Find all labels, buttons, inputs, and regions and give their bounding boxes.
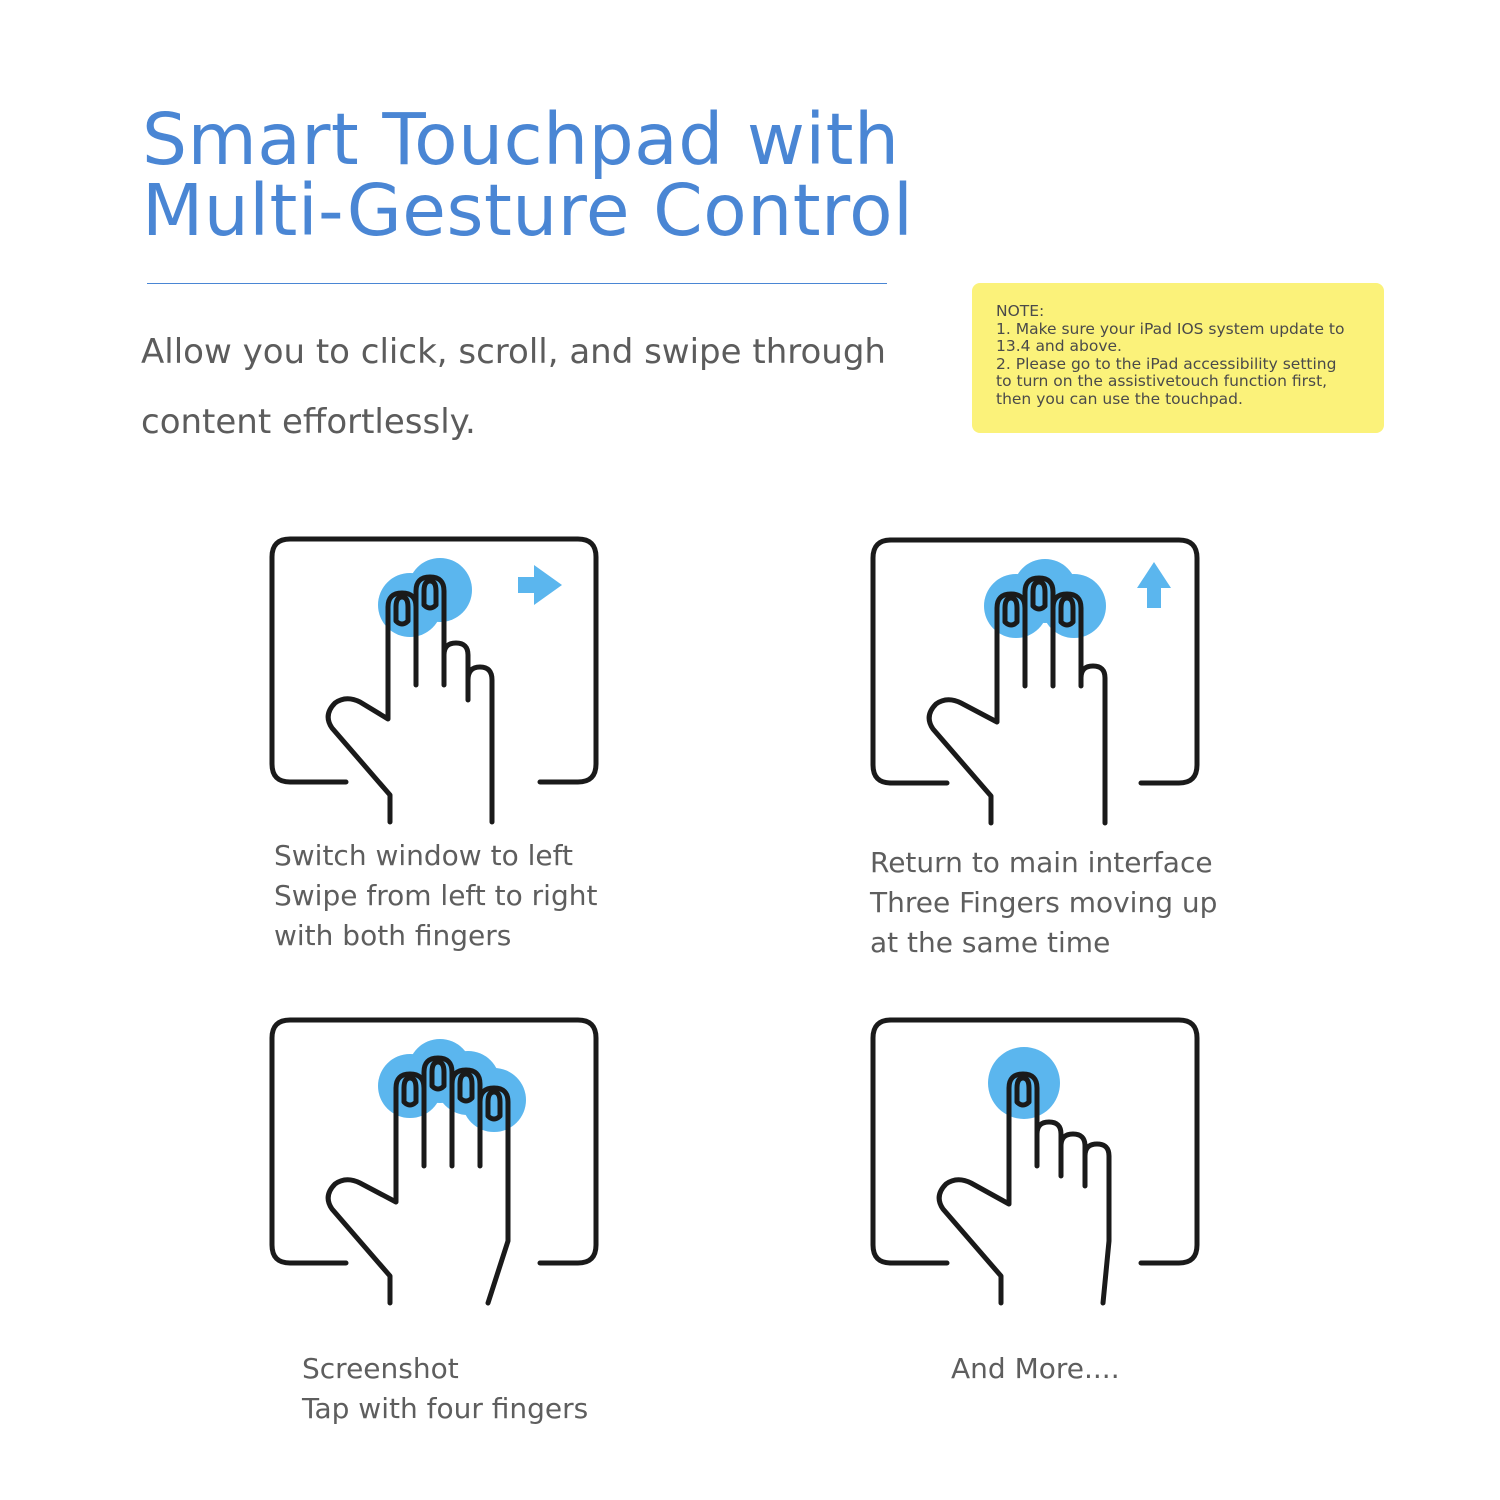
subtitle: Allow you to click, scroll, and swipe through content effortlessly.	[141, 332, 886, 442]
caption-line: Return to main interface	[870, 846, 1213, 879]
caption-line: And More....	[951, 1352, 1120, 1385]
note-line: 2. Please go to the iPad accessibility setting	[996, 354, 1337, 373]
three-finger-swipe-up-icon	[869, 536, 1201, 828]
note-line: 13.4 and above.	[996, 337, 1122, 355]
caption-line: with both fingers	[274, 919, 512, 952]
note-line: then you can use the touchpad.	[996, 389, 1243, 408]
gesture-caption	[951, 1349, 1120, 1389]
caption-line: Tap with four fingers	[302, 1392, 589, 1425]
caption-line: Swipe from left to right	[274, 879, 598, 912]
gesture-caption	[870, 843, 1217, 963]
caption-line: Switch window to left	[274, 839, 573, 872]
note-line: to turn on the assistivetouch function first,	[996, 372, 1328, 390]
caption-line: Three Fingers moving up	[870, 886, 1218, 919]
arrow-right-icon	[518, 565, 562, 605]
note-box	[972, 283, 1384, 433]
gesture-caption	[274, 836, 597, 956]
caption-line: at the same time	[870, 926, 1111, 959]
note-line: 1. Make sure your iPad IOS system update to	[996, 319, 1345, 338]
caption-line: Screenshot	[302, 1352, 459, 1385]
touch-highlight	[988, 1047, 1060, 1119]
arrow-up-icon	[1137, 562, 1171, 608]
page-title-line-1: Smart Touchpad with	[142, 98, 900, 181]
page-title-line-2: Multi-Gesture Control	[142, 169, 914, 252]
gesture-caption	[302, 1349, 588, 1429]
note-heading: NOTE:	[996, 302, 1045, 320]
one-finger-tap-icon	[869, 1016, 1201, 1308]
title-divider	[147, 283, 887, 284]
two-finger-swipe-right-icon	[268, 535, 600, 827]
page-title	[142, 98, 914, 252]
four-finger-tap-icon	[268, 1016, 600, 1308]
